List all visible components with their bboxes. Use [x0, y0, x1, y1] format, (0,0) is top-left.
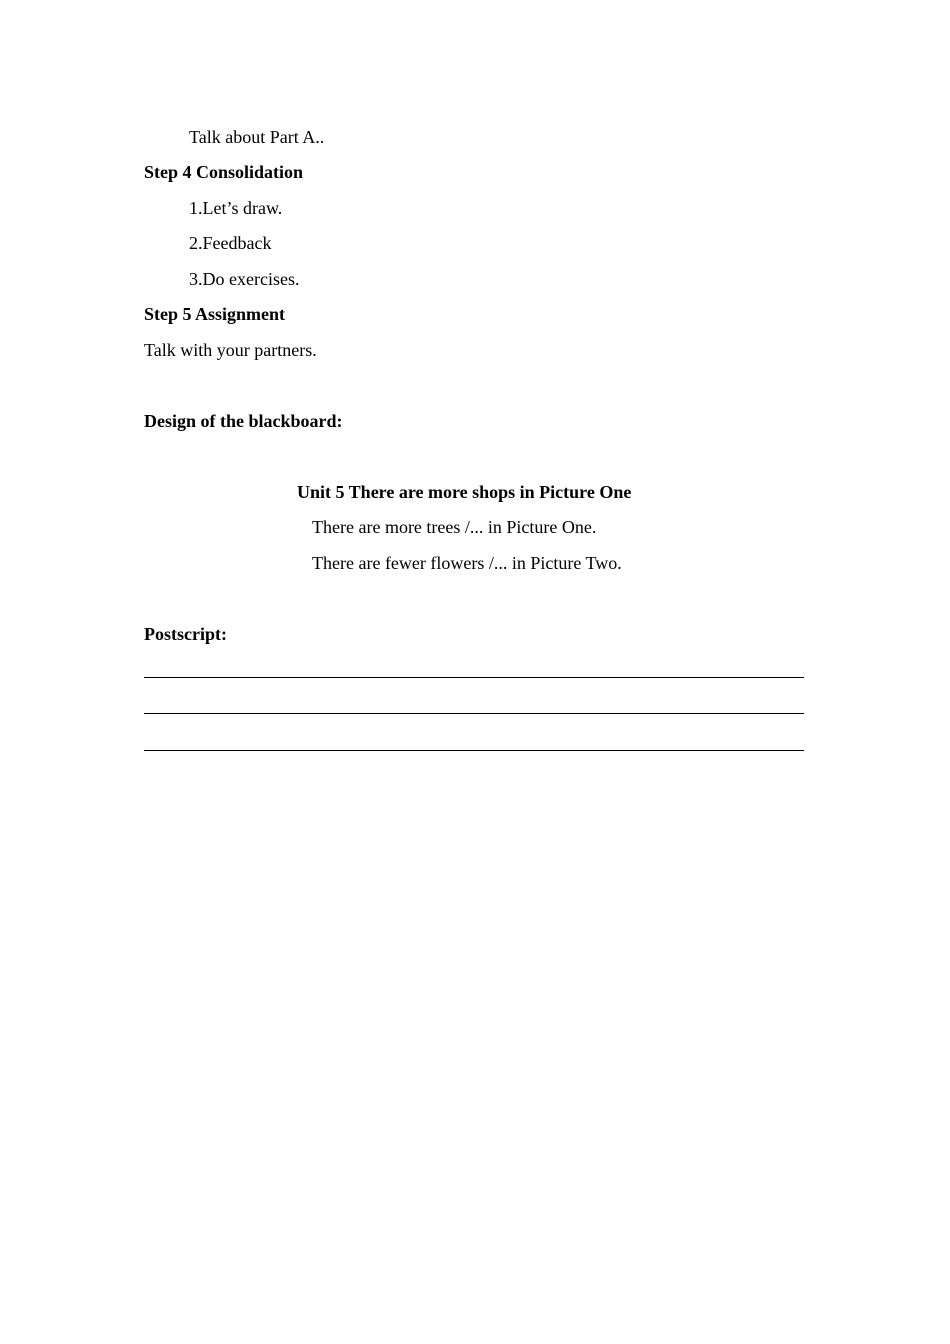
step4-item-draw: 1.Let’s draw. [189, 198, 283, 218]
step4-heading: Step 4 Consolidation [144, 162, 304, 182]
step5-heading: Step 5 Assignment [144, 304, 286, 324]
blackboard-title: Unit 5 There are more shops in Picture One [297, 482, 632, 502]
postscript-blank-line [144, 713, 804, 714]
postscript-blank-line [144, 677, 804, 678]
postscript-heading: Postscript: [144, 624, 227, 644]
blackboard-heading: Design of the blackboard: [144, 411, 343, 431]
blackboard-line-trees: There are more trees /... in Picture One. [312, 517, 597, 537]
step4-item-feedback: 2.Feedback [189, 233, 272, 253]
step4-item-exercises: 3.Do exercises. [189, 269, 300, 289]
talk-part-a-text: Talk about Part A.. [189, 127, 325, 147]
step5-text: Talk with your partners. [144, 340, 317, 360]
blackboard-line-flowers: There are fewer flowers /... in Picture Two. [312, 553, 622, 573]
postscript-blank-line [144, 750, 804, 751]
